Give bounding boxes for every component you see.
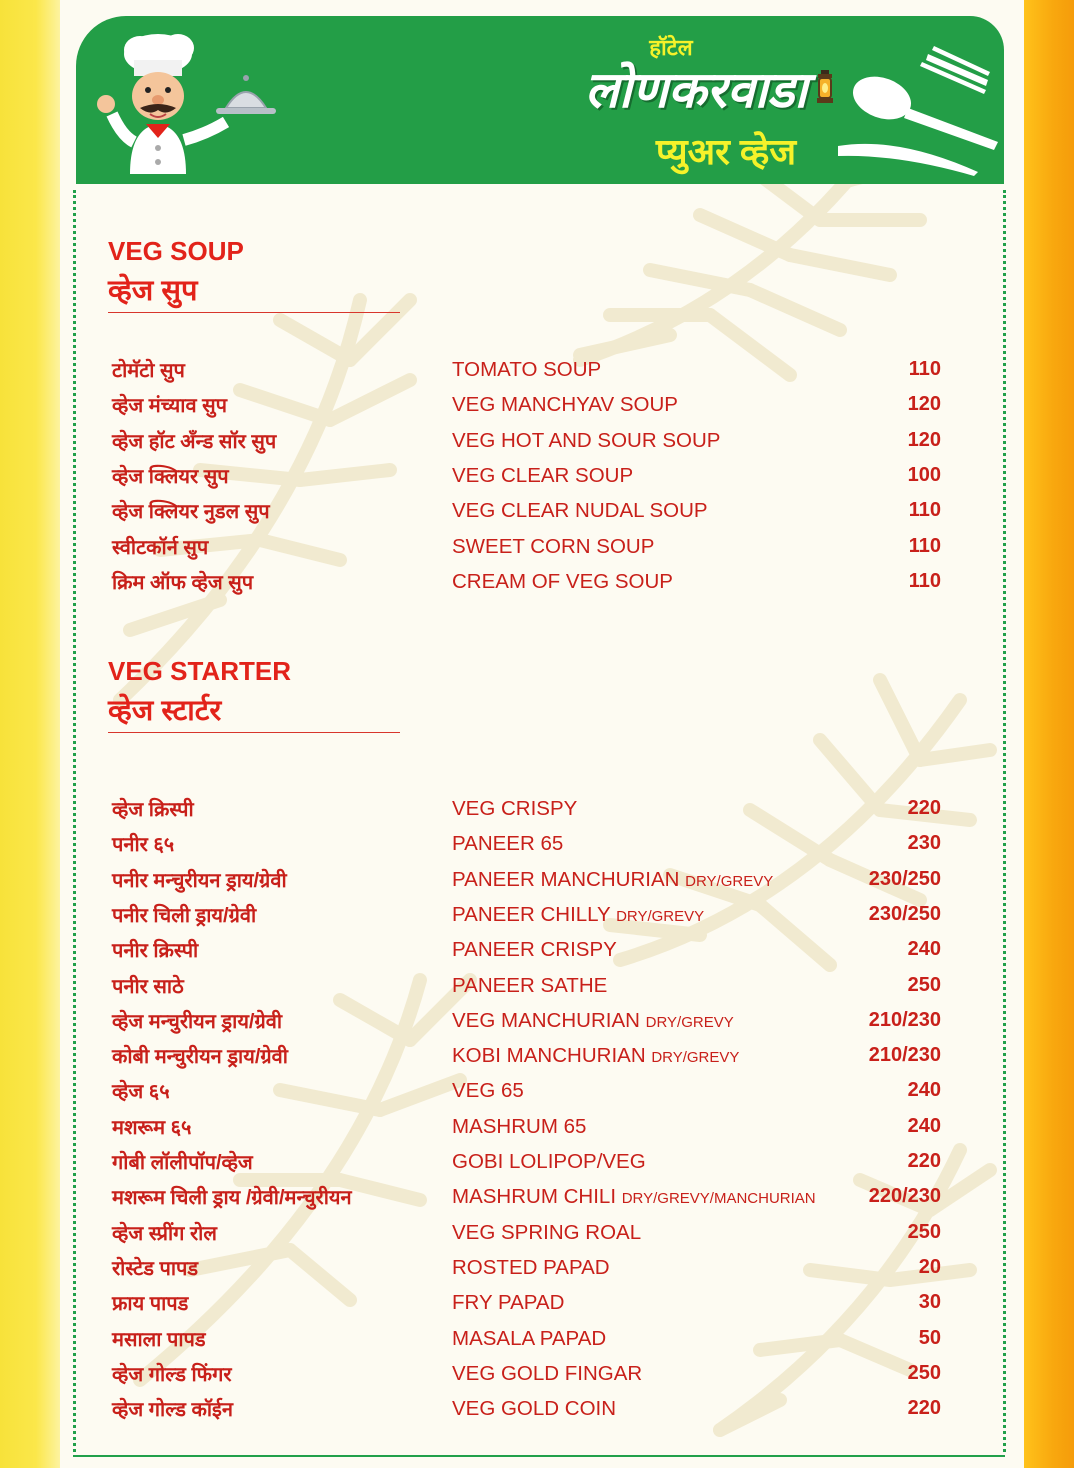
- item-price: 210/230: [868, 1044, 941, 1067]
- menu-item-row: [0, 391, 1074, 423]
- item-name-english-main: VEG SPRING ROAL: [452, 1220, 642, 1244]
- item-name-marathi: गोबी लॉलीपॉप/व्हेज: [112, 1152, 253, 1174]
- section-divider: [108, 312, 400, 313]
- menu-item-row: [0, 901, 1074, 933]
- item-name-marathi: क्रिम ऑफ व्हेज सुप: [112, 571, 254, 594]
- item-name-english: [452, 570, 673, 594]
- item-price: 220: [907, 1150, 941, 1172]
- menu-item-row: [0, 972, 1074, 1004]
- item-price: 230/250: [868, 902, 941, 925]
- item-price: 30: [918, 1291, 941, 1314]
- item-name-english: [452, 868, 773, 892]
- item-price: 240: [907, 938, 941, 961]
- menu-item-row: [0, 1360, 1074, 1392]
- menu-item-row: [0, 1219, 1074, 1251]
- lantern-icon: [814, 70, 836, 106]
- item-name-english: [452, 832, 563, 856]
- item-name-marathi: पनीर क्रिस्पी: [112, 940, 199, 963]
- item-name-marathi: व्हेज क्लियर नुडल सुप: [112, 501, 270, 524]
- header-banner: [76, 16, 1004, 184]
- section-title-veg-soup-marathi: व्हेज सुप: [108, 275, 198, 307]
- item-name-english: [452, 797, 577, 821]
- menu-item-row: [0, 1007, 1074, 1039]
- chef-icon: [96, 24, 296, 184]
- item-name-english-main: MASHRUM 65: [452, 1114, 587, 1138]
- item-price: 110: [908, 569, 941, 592]
- item-name-english: [452, 903, 704, 927]
- item-price: 250: [907, 1361, 941, 1384]
- item-name-english: [452, 1009, 734, 1033]
- item-price: 220: [907, 797, 941, 819]
- menu-item-row: [0, 1113, 1074, 1145]
- section-divider: [108, 732, 400, 733]
- item-name-marathi: मशरूम ६५: [112, 1116, 192, 1139]
- item-price: 50: [918, 1326, 941, 1349]
- item-name-english: [452, 1397, 616, 1421]
- menu-item-row: [0, 462, 1074, 494]
- item-name-marathi: पनीर मन्चुरीयन ड्राय/ग्रेवी: [112, 869, 287, 892]
- item-variant-note: DRY/GREVY: [651, 1049, 740, 1067]
- item-price: 20: [918, 1255, 941, 1278]
- item-name-english: [452, 464, 633, 488]
- item-name-english-main: FRY PAPAD: [452, 1291, 565, 1315]
- menu-item-row: [0, 1254, 1074, 1286]
- item-name-english-main: CREAM OF VEG SOUP: [452, 569, 673, 593]
- item-name-marathi: पनीर चिली ड्राय/ग्रेवी: [112, 904, 257, 927]
- item-name-english: [452, 1185, 816, 1209]
- item-name-marathi: व्हेज क्लियर सुप: [112, 465, 229, 488]
- item-name-english-main: VEG HOT AND SOUR SOUP: [452, 428, 721, 452]
- item-name-english: [452, 1079, 524, 1103]
- item-variant-note: DRY/GREVY: [645, 1013, 734, 1031]
- menu-item-row: [0, 1148, 1074, 1180]
- item-name-marathi: रोस्टेड पापड: [112, 1257, 199, 1280]
- item-name-english: [452, 1221, 641, 1245]
- item-name-marathi: व्हेज हॉट अँन्ड सॉर सुप: [112, 430, 277, 453]
- item-name-english-main: TOMATO SOUP: [452, 358, 602, 381]
- item-name-english-main: VEG CLEAR NUDAL SOUP: [452, 499, 708, 523]
- item-price: 240: [907, 1114, 941, 1137]
- item-name-english-main: VEG GOLD COIN: [452, 1397, 617, 1421]
- item-name-english-main: PANEER CHILLY: [452, 902, 617, 926]
- item-price: 230/250: [868, 867, 941, 890]
- item-name-english: [452, 535, 654, 559]
- item-name-marathi: व्हेज मंच्याव सुप: [112, 395, 228, 418]
- item-price: 110: [908, 499, 941, 522]
- item-name-marathi: फ्राय पापड: [112, 1293, 189, 1316]
- menu-item-row: [0, 356, 1074, 388]
- item-name-english-main: PANEER 65: [452, 832, 564, 856]
- item-name-english-main: SWEET CORN SOUP: [452, 534, 655, 558]
- section-title-veg-starter-marathi: व्हेज स्टार्टर: [108, 695, 222, 727]
- menu-item-row: [0, 533, 1074, 565]
- item-name-marathi: पनीर साठे: [112, 975, 184, 998]
- menu-item-row: [0, 936, 1074, 968]
- item-name-english-main: VEG MANCHYAV SOUP: [452, 393, 678, 417]
- item-name-english: [452, 1256, 610, 1280]
- menu-item-row: [0, 795, 1074, 827]
- menu-item-row: [0, 1077, 1074, 1109]
- item-name-english: [452, 1150, 646, 1174]
- item-name-english-main: VEG MANCHURIAN: [452, 1008, 646, 1032]
- item-name-english: [452, 1115, 586, 1139]
- item-name-english-main: VEG 65: [452, 1079, 524, 1103]
- item-name-english-main: GOBI LOLIPOP/VEG: [452, 1150, 646, 1173]
- menu-item-row: [0, 1325, 1074, 1357]
- item-price: 220/230: [868, 1185, 941, 1208]
- brand-name: लोणकरवाडा: [584, 62, 808, 118]
- item-name-marathi: स्वीटकॉर्न सुप: [112, 536, 209, 559]
- item-name-marathi: मशरूम चिली ड्राय /ग्रेवी/मन्चुरीयन: [112, 1187, 352, 1210]
- item-name-marathi: व्हेज गोल्ड फिंगर: [112, 1363, 232, 1386]
- item-name-marathi: व्हेज गोल्ड कॉईन: [112, 1399, 233, 1422]
- section-title-veg-soup: VEG SOUP: [108, 236, 244, 266]
- item-name-marathi: पनीर ६५: [112, 834, 175, 857]
- menu-item-row: [0, 1042, 1074, 1074]
- menu-item-row: [0, 866, 1074, 898]
- brand-subtitle: प्युअर व्हेज: [655, 131, 797, 172]
- item-price: 250: [907, 973, 941, 996]
- item-name-english-main: MASHRUM CHILI: [452, 1185, 622, 1209]
- item-name-english-main: KOBI MANCHURIAN: [452, 1044, 652, 1068]
- item-name-marathi: व्हेज मन्चुरीयन ड्राय/ग्रेवी: [112, 1010, 283, 1033]
- item-name-english: [452, 1044, 739, 1068]
- item-name-marathi: व्हेज ६५: [112, 1081, 170, 1104]
- item-name-english: [452, 429, 720, 453]
- item-price: 230: [907, 832, 941, 855]
- item-price: 110: [908, 534, 941, 557]
- item-variant-note: DRY/GREVY: [685, 872, 774, 890]
- item-name-english: [452, 1362, 642, 1386]
- item-name-marathi: टोमॅटो सुप: [112, 360, 185, 382]
- item-name-english-main: VEG CLEAR SOUP: [452, 463, 634, 487]
- item-price: 210/230: [868, 1008, 941, 1031]
- item-price: 100: [907, 463, 941, 486]
- item-name-english-main: PANEER MANCHURIAN: [452, 867, 686, 891]
- menu-item-row: [0, 1395, 1074, 1427]
- item-name-english: [452, 938, 617, 962]
- menu-item-row: [0, 1289, 1074, 1321]
- menu-item-row: [0, 427, 1074, 459]
- item-name-english: [452, 499, 708, 523]
- item-name-english-main: PANEER CRISPY: [452, 938, 617, 962]
- item-variant-note: DRY/GREVY/MANCHURIAN: [621, 1190, 816, 1208]
- item-name-english: [452, 1291, 564, 1315]
- menu-item-row: [0, 497, 1074, 529]
- brand-prefix: हॉटेल: [649, 35, 693, 60]
- item-name-english-main: MASALA PAPAD: [452, 1326, 607, 1350]
- item-name-english-main: ROSTED PAPAD: [452, 1255, 610, 1279]
- item-variant-note: DRY/GREVY: [616, 907, 705, 925]
- item-name-english: [452, 393, 678, 417]
- item-price: 110: [908, 358, 941, 380]
- menu-item-row: [0, 830, 1074, 862]
- item-name-english-main: VEG CRISPY: [452, 797, 578, 820]
- item-price: 250: [907, 1220, 941, 1243]
- item-name-marathi: मसाला पापड: [112, 1328, 206, 1351]
- bottom-border-line: [73, 1455, 1005, 1457]
- cutlery-icon: [838, 46, 998, 176]
- item-name-marathi: कोबी मन्चुरीयन ड्राय/ग्रेवी: [112, 1046, 288, 1069]
- item-name-english: [452, 1327, 606, 1351]
- section-title-veg-starter: VEG STARTER: [108, 656, 291, 686]
- menu-item-row: [0, 1183, 1074, 1215]
- menu-item-row: [0, 568, 1074, 600]
- item-price: 120: [907, 393, 941, 416]
- item-price: 220: [907, 1397, 941, 1420]
- item-price: 240: [907, 1079, 941, 1102]
- item-name-english: [452, 358, 601, 382]
- item-price: 120: [907, 428, 941, 451]
- item-name-english: [452, 974, 607, 998]
- item-name-english-main: PANEER SATHE: [452, 973, 608, 997]
- item-name-marathi: व्हेज स्प्रींग रोल: [112, 1222, 217, 1245]
- item-name-english-main: VEG GOLD FINGAR: [452, 1361, 643, 1385]
- item-name-marathi: व्हेज क्रिस्पी: [112, 799, 194, 821]
